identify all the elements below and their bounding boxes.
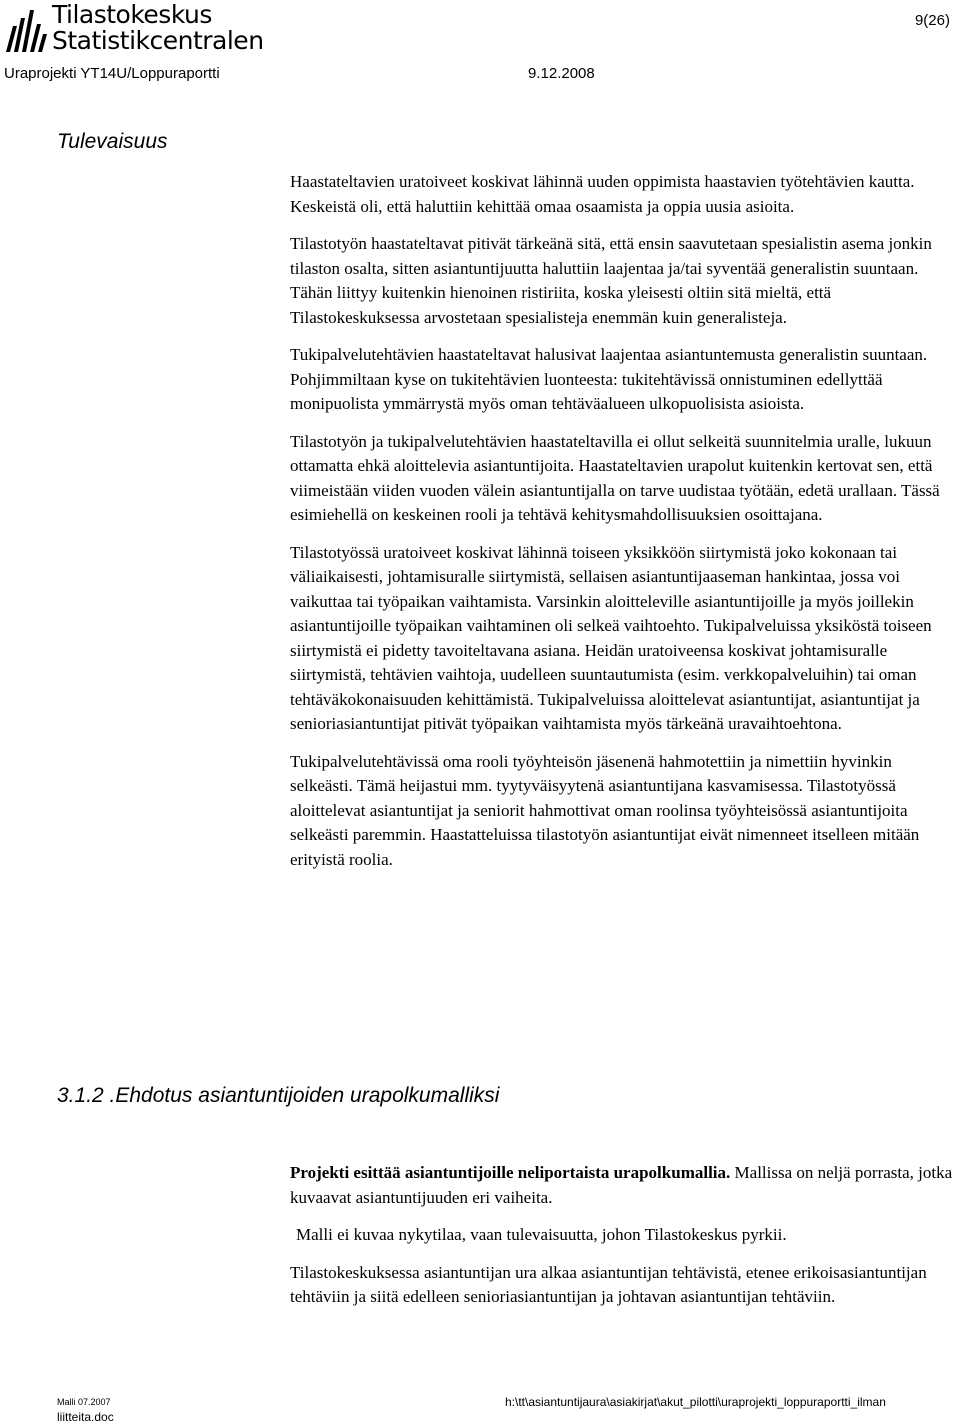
logo-name-finnish: Tilastokeskus	[52, 0, 212, 29]
paragraph: Tilastokeskuksessa asiantuntijan ura alkaa asiantuntijan tehtävistä, etenee erikoisasiantuntijan tehtäviin ja siitä edelleen senioriasiantuntijan ja johtavan asiantuntijan tehtäviin.	[290, 1262, 927, 1306]
footer-filename: liitteita.doc	[57, 1410, 114, 1424]
lead-paragraph	[290, 1161, 956, 1210]
section-future-body	[290, 170, 956, 885]
paragraph: Tilastotyön ja tukipalvelutehtävien haastateltavilla ei ollut selkeitä suunnitelmia uralle, lukuun ottamatta ehkä aloittelevia asiantuntijoita. Haastateltavien urapolut kuitenkin kertovat sen, että viimeistään viiden vuoden välein asiantuntijalla on tarve uudistaa työtään, edetä urallaan. Tässä esimiehellä on keskeinen rooli ja tehtävä kehitysmahdollisuuksien osoittajana.	[290, 431, 940, 524]
paragraph: Tilastotyön haastateltavat pitivät tärkeänä sitä, että ensin saavutetaan spesialistin asema jonkin tilaston osalta, sitten asiantuntijuutta haluttiin laajentaa ja/tai syventää generalistin suuntaan. Tähän liittyy kuitenkin hienoinen ristiriita, koska yleisesti oltiin sitä mieltä, että Tilastokeskuksessa arvostetaan spesialisteja enemmän kuin generalisteja.	[290, 234, 932, 327]
paragraph: Tukipalvelutehtävissä oma rooli työyhteisön jäsenenä hahmotettiin ja nimettiin hyvinkin selkeästi. Tämä heijastui mm. tyytyväisyytenä asiantuntijana kasvamisessa. Tilastotyössä aloittelevat asiantuntijat ja seniorit hahmottivat oman roolinsa työyhteisössä asiantuntijoita selkeästi paremmin. Haastatteluissa tilastotyön asiantuntijat eivät nimenneet itselleen mitään erityistä roolia.	[290, 751, 920, 869]
statistics-bars-icon	[4, 6, 48, 54]
document-date: 9.12.2008	[528, 65, 595, 82]
paragraph: Haastateltavien uratoiveet koskivat lähinnä uuden oppimista haastavien työtehtävien kautta. Keskeistä oli, että haluttiin kehittää omaa osaamista ja oppia uusia asioita.	[290, 172, 915, 216]
section-career-model-body	[290, 1161, 956, 1323]
section-heading-career-model: 3.1.2 .Ehdotus asiantuntijoiden urapolkumalliksi	[57, 1084, 500, 1107]
document-title: Uraprojekti YT14U/Loppuraportti	[4, 65, 220, 82]
footer-file-path: h:\tt\asiantuntijaura\asiakirjat\akut_pilotti\uraprojekti_loppuraportti_ilman	[505, 1395, 886, 1409]
paragraph: Malli ei kuvaa nykytilaa, vaan tulevaisuutta, johon Tilastokeskus pyrkii.	[296, 1225, 787, 1244]
paragraph: Tukipalvelutehtävien haastateltavat halusivat laajentaa asiantuntemusta generalistin suuntaan. Pohjimmiltaan kyse on tukitehtävien luonteesta: tukitehtävissä onnistuminen edellyttää monipuolista ymmärrystä myös oman tehtäväalueen ulkopuolisista asioista.	[290, 345, 928, 413]
section-heading-future: Tulevaisuus	[57, 130, 168, 153]
organization-logo	[4, 0, 264, 58]
page-number: 9(26)	[914, 12, 950, 29]
paragraph: Tilastotyössä uratoiveet koskivat lähinnä toiseen yksikköön siirtymistä joko kokonaan tai väliaikaisesti, johtamisuralle siirtymistä, sellaisen asiantuntijaaseman hankintaa, jossa voi vaikuttaa tai työpaikan vaihtamista. Varsinkin aloitteleville asiantuntijoille ja myös joillekin asiantuntijoille työpaikan vaihtaminen oli selkeä vaihtoehto. Tukipalveluissa yksiköstä toiseen siirtymistä ei pidetty tavoiteltavana asiana. Heidän uratoiveensa koskivat johtamisuralle siirtymistä, tehtävien vaihtoja, uudelleen suuntautumista (esim. verkkopalveluihin) tai oman tehtäväkokonaisuuden kehittämistä. Tukipalveluissa aloittelevat asiantuntijat, asiantuntijat ja senioriasiantuntijat pitivät työpaikan vaihtamista myös tärkeänä uravaihtoehtona.	[290, 542, 932, 733]
lead-text: Mallissa on neljä porrasta, jotka kuvaavat asiantuntijuuden eri vaiheita.	[290, 1163, 953, 1207]
footer-template-label: Malli 07.2007	[57, 1397, 111, 1407]
lead-bold-text: Projekti esittää asiantuntijoille neliportaista urapolkumallia.	[290, 1163, 731, 1182]
logo-name-swedish: Statistikcentralen	[52, 26, 264, 55]
